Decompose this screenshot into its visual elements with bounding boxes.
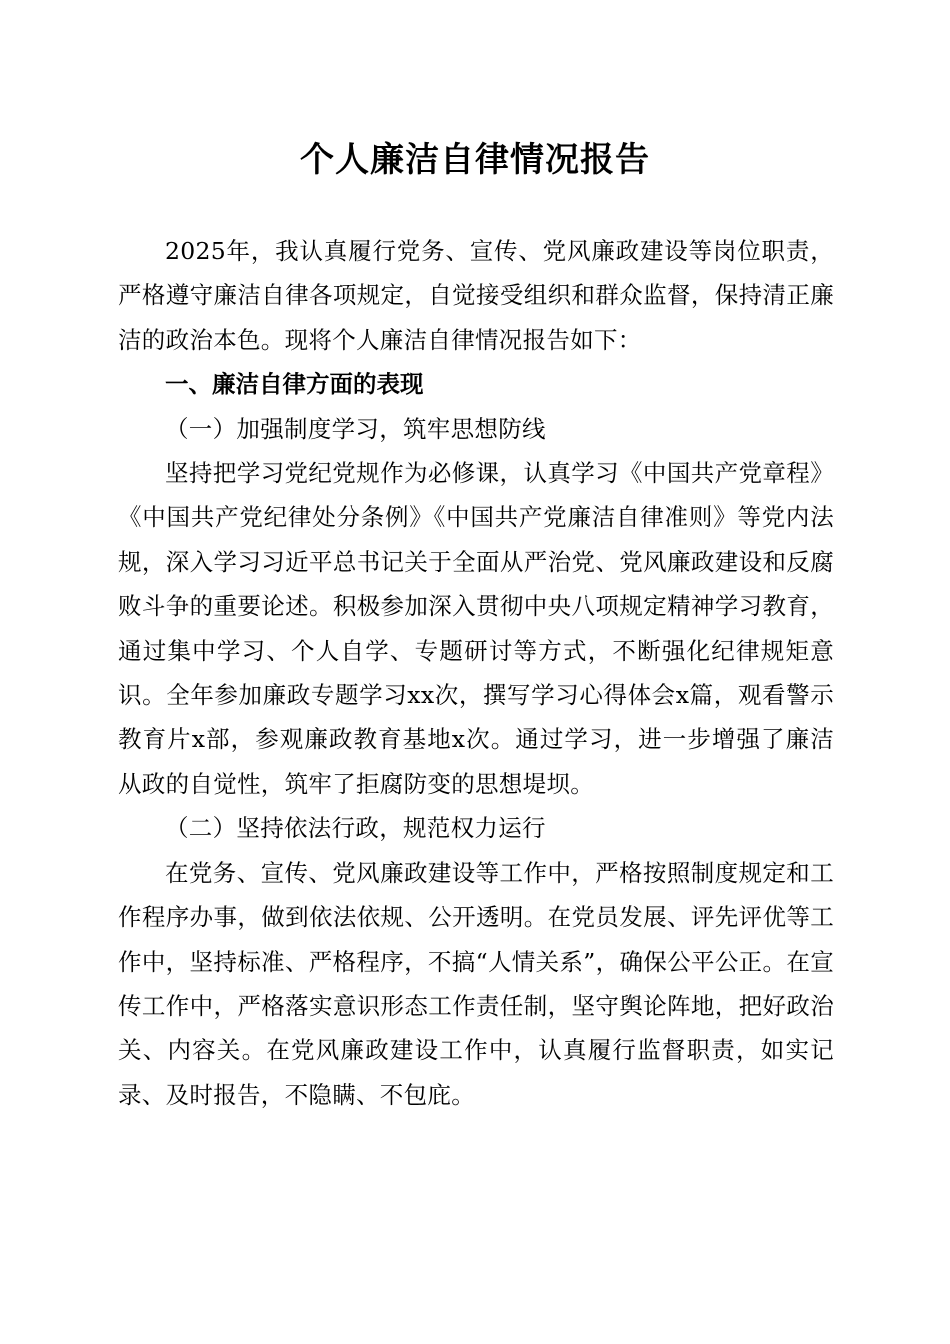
document-body (118, 229, 834, 1117)
subsection-paragraph-2: 在党务、宣传、党风廉政建设等工作中，严格按照制度规定和工作程序办事，做到依法依规、公开透明。在党员发展、评先评优等工作中，坚持标准、严格程序，不搞“人情关系”，确保公平公正。在宣传工作中，严格落实意识形态工作责任制，坚守舆论阵地，把好政治关、内容关。在党风廉政建设工作中，认真履行监督职责，如实记录、及时报告，不隐瞒、不包庇。 (118, 858, 834, 1109)
intro-paragraph: 2025年，我认真履行党务、宣传、党风廉政建设等岗位职责，严格遵守廉洁自律各项规定，自觉接受组织和群众监督，保持清正廉洁的政治本色。现将个人廉洁自律情况报告如下： (118, 237, 834, 354)
subsection-paragraph-1: 坚持把学习党纪党规作为必修课，认真学习《中国共产党章程》《中国共产党纪律处分条例》《中国共产党廉洁自律准则》等党内法规，深入学习习近平总书记关于全面从严治党、党风廉政建设和反腐败斗争的重要论述。积极参加深入贯彻中央八项规定精神学习教育，通过集中学习、个人自学、专题研讨等方式，不断强化纪律规矩意识。全年参加廉政专题学习xx次，撰写学习心得体会x篇，观看警示教育片x部，参观廉政教育基地x次。通过学习，进一步增强了廉洁从政的自觉性，筑牢了拒腐防变的思想堤坝。 (118, 459, 834, 798)
section-heading: 一、廉洁自律方面的表现 (165, 370, 424, 399)
subsection-heading-1: （一）加强制度学习，筑牢思想防线 (165, 414, 546, 443)
subsection-heading-2: （二）坚持依法行政，规范权力运行 (165, 814, 546, 843)
document-title: 个人廉洁自律情况报告 (300, 140, 650, 180)
